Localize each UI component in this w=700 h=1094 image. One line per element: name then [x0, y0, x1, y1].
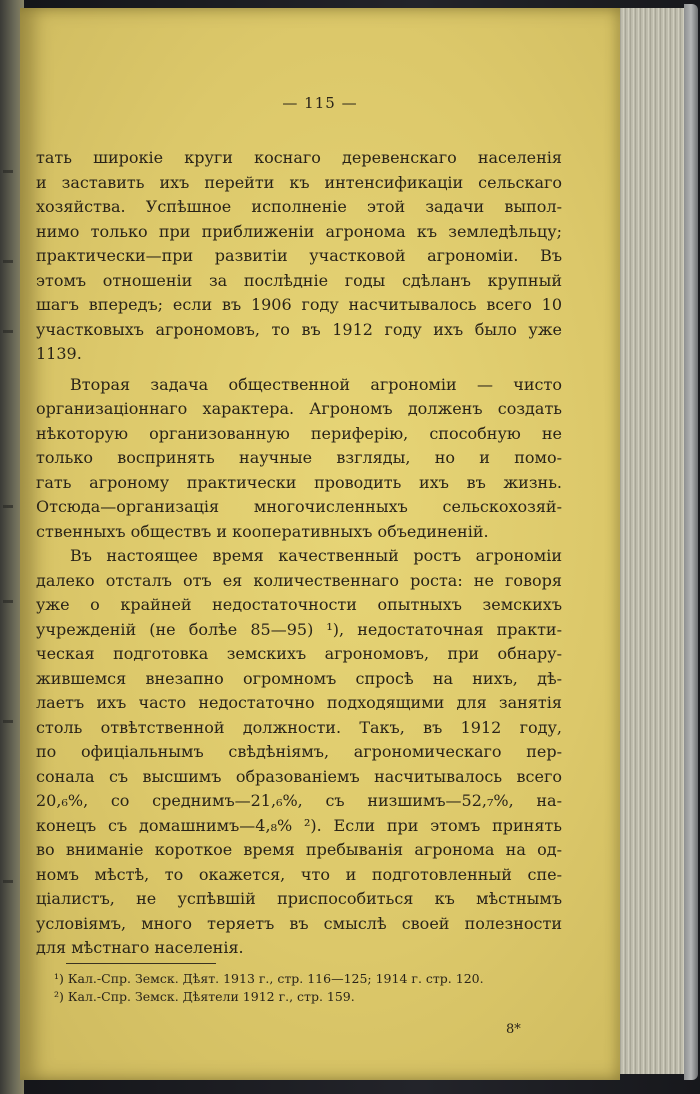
text-line: жившемся внезапно огромномъ спросѣ на нихъ, дѣ-	[36, 668, 562, 688]
left-page-text-fragment	[3, 880, 13, 883]
text-line: 20,₆%, со среднимъ—21,₆%, съ низшимъ—52,₇%, на-	[36, 791, 562, 810]
text-line: нѣкоторую организованную периферію, способную не	[36, 423, 562, 443]
text-line: организаціоннаго характера. Агрономъ долженъ создать	[36, 399, 562, 418]
left-page-text-fragment	[3, 720, 13, 723]
book-cover-edge	[684, 4, 698, 1080]
footnote-divider	[66, 963, 216, 964]
left-page-text-fragment	[3, 260, 13, 263]
text-line: тать широкіе круги коснаго деревенскаго населенія	[36, 148, 562, 167]
text-line: и заставить ихъ перейти къ интенсификаціи сельскаго	[36, 172, 562, 192]
text-line: по офиціальнымъ свѣдѣніямъ, агрономическаго пер-	[36, 742, 562, 761]
book-page	[20, 8, 620, 1080]
text-line: для мѣстнаго населенія.	[36, 938, 244, 957]
body-text	[36, 146, 562, 961]
left-page-text-fragment	[3, 505, 13, 508]
footnote: ¹) Кал.-Спр. Земск. Дѣят. 1913 г., стр. 116—125; 1914 г. стр. 120.	[54, 971, 484, 986]
text-line: ческая подготовка земскихъ агрономовъ, при обнару-	[36, 644, 562, 663]
text-line: номъ мѣстѣ, то окажется, что и подготовленный спе-	[36, 864, 562, 884]
text-line: ціалистъ, не успѣвшій приспособиться къ мѣстнымъ	[36, 889, 562, 908]
left-page-text-fragment	[3, 330, 13, 333]
text-line: далеко отсталъ отъ ея количественнаго роста: не говоря	[36, 570, 562, 590]
text-line: этомъ отношеніи за послѣдніе годы сдѣланъ крупный	[36, 270, 562, 290]
text-line: столь отвѣтственной должности. Такъ, въ 1912 году,	[36, 717, 562, 737]
text-line: практически—при развитіи участковой агрономіи. Въ	[36, 246, 562, 265]
text-line: участковыхъ агрономовъ, то въ 1912 году ихъ было уже	[36, 319, 562, 339]
text-line: 1139.	[36, 344, 82, 363]
text-line: во вниманіе короткое время пребыванія агронома на од-	[36, 840, 562, 859]
left-page-text-fragment	[3, 170, 13, 173]
text-line: уже о крайней недостаточности опытныхъ земскихъ	[36, 595, 562, 614]
text-line: шагъ впередъ; если въ 1906 году насчитывалось всего 10	[36, 295, 562, 314]
footnote: ²) Кал.-Спр. Земск. Дѣятели 1912 г., стр. 159.	[54, 989, 355, 1004]
text-line: Въ настоящее время качественный ростъ агрономіи	[70, 546, 562, 565]
footnotes	[54, 970, 564, 1006]
text-line: ственныхъ обществъ и кооперативныхъ объединеній.	[36, 521, 489, 541]
page-stack-edge	[612, 8, 694, 1074]
text-line: лаетъ ихъ часто недостаточно подходящими для занятія	[36, 693, 562, 712]
text-line: хозяйства. Успѣшное исполненіе этой задачи выпол-	[36, 197, 562, 216]
text-line: условіямъ, много теряетъ въ смыслѣ своей полезности	[36, 913, 562, 933]
text-line: Отсюда—организація многочисленныхъ сельскохозяй-	[36, 497, 562, 516]
text-line: сонала съ высшимъ образованіемъ насчитывалось всего	[36, 766, 562, 786]
text-line: конецъ съ домашнимъ—4,₈% ²). Если при этомъ принять	[36, 815, 562, 835]
text-line: учрежденій (не болѣе 85—95) ¹), недостаточная практи-	[36, 619, 562, 639]
left-page-text-fragment	[3, 600, 13, 603]
text-line: нимо только при приближеніи агронома къ земледѣльцу;	[36, 221, 562, 241]
text-line: гать агроному практически проводить ихъ въ жизнь.	[36, 472, 562, 492]
page-number: — 115 —	[282, 94, 358, 112]
text-line: Вторая задача общественной агрономіи — чисто	[70, 374, 562, 394]
text-line: только воспринять научные взгляды, но и помо-	[36, 448, 562, 467]
signature-mark: 8*	[506, 1022, 521, 1037]
